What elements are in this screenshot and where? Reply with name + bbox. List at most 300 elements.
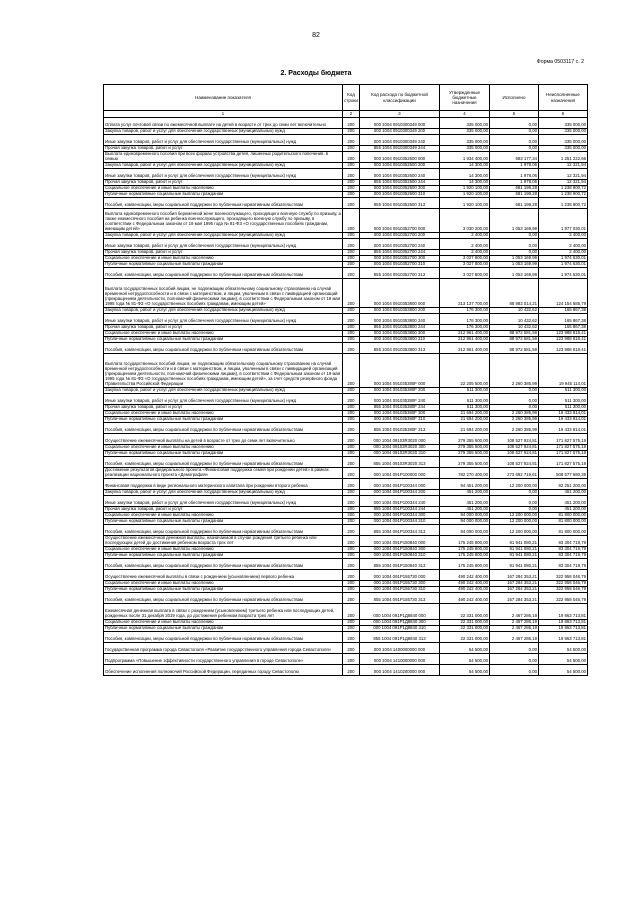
row-name: Пособия, компенсации, меры социальной поддержки по публичным нормативным обязательствам: [104, 343, 343, 354]
row-name: Социальное обеспечение и иные выплаты населению: [104, 186, 343, 192]
table-row: [104, 643, 588, 654]
row-executed: 167 284 353,21: [490, 581, 539, 587]
row-name: Достижение результатов федерального проекта «Финансовая поддержка семей при рождении детей» в рамках реализации национального проекта «Демография»: [104, 468, 343, 479]
row-name: Выплата единовременного пособия беременной жене военнослужащего, проходящего военную службу по призыву, а также ежемесячного пособия на ребенка военнослужащего, проходящего военную службу по призыву, в соответствии с Федеральным законом от 19 мая 1995 года № 81-ФЗ «О государственных пособиях гражданам, имеющим детей»: [104, 209, 343, 233]
row-name: Пособия, компенсации, меры социальной поддержки по публичным нормативным обязательствам: [104, 559, 343, 570]
row-budget-code: 855 1004 0910300349 244: [360, 146, 440, 152]
row-line-code: 200: [343, 587, 360, 593]
row-approved: 14 300,00: [440, 163, 490, 169]
row-approved: 2 400,00: [440, 250, 490, 256]
row-budget-code: 000 1004 0910352700 300: [360, 256, 440, 262]
row-unexecuted: 81 800 000,00: [539, 513, 588, 519]
row-budget-code: 000 1004 091P100000 000: [360, 468, 440, 479]
row-budget-code: 000 1004 091P1Д8840 300: [360, 620, 440, 626]
row-name: Иные закупки товаров, работ и услуг для обеспечения государственных (муниципальных) нужд: [104, 239, 343, 250]
row-name: Пособия, компенсации, меры социальной поддержки по публичным нормативным обязательствам: [104, 593, 343, 604]
row-budget-code: 000 1004 091P100344 000: [360, 479, 440, 490]
table-header-row: [104, 85, 588, 111]
row-name: Пособия, компенсации, меры социальной поддержки по публичным нормативным обязательствам: [104, 423, 343, 434]
table-row: [104, 604, 588, 620]
row-budget-code: 000 1004 1410200000 000: [360, 665, 440, 676]
col-header-line-code: Код строки: [343, 85, 360, 111]
row-approved: 3 027 800,00: [440, 256, 490, 262]
row-line-code: 200: [343, 354, 360, 388]
row-budget-code: 000 1004 0910352600 200: [360, 163, 440, 169]
row-unexecuted: 322 958 046,79: [539, 581, 588, 587]
section-title: 2. Расходы бюджета: [280, 70, 352, 77]
row-name: Обеспечение исполнения полномочий Российской Федерации, переданных городу Севастополю: [104, 665, 343, 676]
row-line-code: 200: [343, 388, 360, 394]
row-approved: 1 920 100,00: [440, 198, 490, 209]
row-name: Закупка товаров, работ и услуг для обеспечения государственных (муниципальных) нужд: [104, 233, 343, 239]
row-line-code: 200: [343, 468, 360, 479]
row-name: Пособия, компенсации, меры социальной поддержки по публичным нормативным обязательствам: [104, 632, 343, 643]
row-name: Выплата государственных пособий лицам, не подлежащим обязательному социальному страхованию на случай временной нетрудоспособности и в связи с материнством, и лицам, уволенным в связи с ликвидацией организаций (прекращением деятельности, полномочий физическими лицами), в соответствии с Федеральным законом от 19 мая 1995 года № 81-ФЗ «О государственных пособиях гражданам, имеющим детей»: [104, 279, 343, 308]
row-line-code: 200: [343, 626, 360, 632]
row-unexecuted: 12 321,94: [539, 163, 588, 169]
row-unexecuted: 12 321,94: [539, 169, 588, 180]
row-unexecuted: 322 958 046,79: [539, 570, 588, 581]
row-approved: 176 300,00: [440, 325, 490, 331]
row-unexecuted: 165 867,38: [539, 325, 588, 331]
row-budget-code: 000 1004 0910353800 000: [360, 279, 440, 308]
row-approved: 21 694 200,00: [440, 411, 490, 417]
row-executed: 2 260 385,99: [490, 417, 539, 423]
row-executed: 10 432,62: [490, 314, 539, 325]
row-unexecuted: 82 251 200,00: [539, 479, 588, 490]
row-approved: 212 961 400,00: [440, 337, 490, 343]
row-name: Подпрограмма «Повышение эффективности государственного управления в городе Севастополе»: [104, 654, 343, 665]
row-unexecuted: 508 577 680,39: [539, 468, 588, 479]
row-executed: 0,00: [490, 146, 539, 152]
row-executed: 2 467 286,19: [490, 620, 539, 626]
row-budget-code: 000 1004 0910352600 300: [360, 186, 440, 192]
table-row: [104, 632, 588, 643]
row-unexecuted: 171 827 575,19: [539, 434, 588, 445]
row-approved: 279 355 500,00: [440, 451, 490, 457]
row-budget-code: 000 1004 091P100344 300: [360, 513, 440, 519]
row-executed: 0,00: [490, 507, 539, 513]
row-executed: 681 199,28: [490, 192, 539, 198]
row-executed: 108 527 924,81: [490, 451, 539, 457]
column-number-row: [104, 111, 588, 118]
row-line-code: 200: [343, 547, 360, 553]
row-approved: 3 030 200,00: [440, 209, 490, 233]
row-executed: 681 199,28: [490, 186, 539, 192]
row-line-code: 200: [343, 343, 360, 354]
row-unexecuted: 12 321,94: [539, 180, 588, 186]
col-number: 4: [440, 111, 490, 118]
row-budget-code: 855 1004 091035380F 313: [360, 423, 440, 434]
row-approved: 335 000,00: [440, 129, 490, 135]
row-executed: 91 941 080,21: [490, 547, 539, 553]
row-line-code: 200: [343, 279, 360, 308]
row-approved: 279 355 500,00: [440, 457, 490, 468]
row-budget-code: 000 1004 091P155730 300: [360, 581, 440, 587]
row-executed: 2 467 286,19: [490, 604, 539, 620]
row-executed: 0,00: [490, 654, 539, 665]
row-name: Социальное обеспечение и иные выплаты населению: [104, 411, 343, 417]
row-line-code: 200: [343, 536, 360, 547]
row-name: Пособия, компенсации, меры социальной поддержки по публичным нормативным обязательствам: [104, 457, 343, 468]
row-name: Социальное обеспечение и иные выплаты населению: [104, 256, 343, 262]
row-budget-code: 000 1004 091035380F 000: [360, 354, 440, 388]
row-executed: 167 284 353,21: [490, 570, 539, 581]
row-executed: 0,00: [490, 388, 539, 394]
row-approved: 1 920 100,00: [440, 192, 490, 198]
row-approved: 335 000,00: [440, 135, 490, 146]
row-unexecuted: 511 300,00: [539, 388, 588, 394]
row-line-code: 200: [343, 434, 360, 445]
row-name: Иные закупки товаров, работ и услуг для обеспечения государственных (муниципальных) нужд: [104, 394, 343, 405]
row-executed: 0,00: [490, 118, 539, 129]
row-budget-code: 000 1004 091035380F 240: [360, 394, 440, 405]
row-approved: 94 451 200,00: [440, 479, 490, 490]
row-approved: 3 027 800,00: [440, 262, 490, 268]
row-line-code: 200: [343, 457, 360, 468]
table-row: [104, 152, 588, 163]
row-budget-code: 855 1004 0910352600 313: [360, 198, 440, 209]
row-approved: 3 027 800,00: [440, 268, 490, 279]
row-executed: 0,00: [490, 643, 539, 654]
row-unexecuted: 1 238 900,72: [539, 186, 588, 192]
row-budget-code: 000 1004 091P150840 000: [360, 536, 440, 547]
row-line-code: 200: [343, 570, 360, 581]
table-row: [104, 593, 588, 604]
row-line-code: 200: [343, 604, 360, 620]
row-name: Ежемесячная денежная выплата в связи с рождением (усыновлением) третьего ребенка или последующих детей, рожденных после 31 декабря 2019 года, до достижения ребенком возраста трех лет: [104, 604, 343, 620]
row-unexecuted: 83 304 719,79: [539, 547, 588, 553]
row-line-code: 200: [343, 451, 360, 457]
row-approved: 22 205 500,00: [440, 354, 490, 388]
row-name: Прочая закупка товаров, работ и услуг: [104, 405, 343, 411]
row-unexecuted: 1 974 630,01: [539, 262, 588, 268]
row-unexecuted: 322 958 046,79: [539, 587, 588, 593]
col-header-unexecuted: Неисполненные назначения: [539, 85, 588, 111]
row-name: Публичные нормативные социальные выплаты гражданам: [104, 553, 343, 559]
row-executed: 12 200 000,00: [490, 519, 539, 525]
table-row: [104, 536, 588, 547]
row-approved: 54 500,00: [440, 643, 490, 654]
row-executed: 12 200 000,00: [490, 513, 539, 519]
table-row: [104, 169, 588, 180]
row-executed: 2 467 286,19: [490, 626, 539, 632]
row-approved: 2 400,00: [440, 239, 490, 250]
row-unexecuted: 83 304 719,79: [539, 559, 588, 570]
row-approved: 490 242 400,00: [440, 587, 490, 593]
row-budget-code: 000 1004 091035380F 300: [360, 411, 440, 417]
row-unexecuted: 511 300,00: [539, 394, 588, 405]
row-line-code: 200: [343, 559, 360, 570]
row-budget-code: 000 1004 0910352700 240: [360, 239, 440, 250]
row-approved: 175 245 800,00: [440, 536, 490, 547]
table-row: [104, 570, 588, 581]
row-approved: 451 200,00: [440, 507, 490, 513]
row-name: Пособия, компенсации, меры социальной поддержки по публичным нормативным обязательствам: [104, 268, 343, 279]
row-approved: 175 245 800,00: [440, 559, 490, 570]
row-line-code: 200: [343, 490, 360, 496]
table-row: [104, 457, 588, 468]
row-name: Выплата единовременного пособия при всех формах устройства детей, лишенных родительского попечения, в семью: [104, 152, 343, 163]
row-budget-code: 000 1004 09103R3020 000: [360, 434, 440, 445]
row-name: Осуществление ежемесячной денежной выплаты, назначаемой в случае рождения третьего ребенка или последующих детей до достижения ребенком возраста трех лет: [104, 536, 343, 547]
table-row: [104, 468, 588, 479]
row-unexecuted: 2 400,00: [539, 250, 588, 256]
form-code: Форма 0503117 с. 2: [536, 59, 584, 65]
row-line-code: 200: [343, 479, 360, 490]
row-executed: 167 284 353,21: [490, 587, 539, 593]
row-line-code: 200: [343, 233, 360, 239]
row-name: Публичные нормативные социальные выплаты гражданам: [104, 417, 343, 423]
row-approved: 94 000 000,00: [440, 519, 490, 525]
table-row: [104, 434, 588, 445]
row-budget-code: 855 1004 091035380F 244: [360, 405, 440, 411]
table-row: [104, 665, 588, 676]
row-approved: 490 242 400,00: [440, 581, 490, 587]
table-row: [104, 559, 588, 570]
row-executed: 91 941 080,21: [490, 553, 539, 559]
row-executed: 108 527 924,81: [490, 445, 539, 451]
row-unexecuted: 451 200,00: [539, 496, 588, 507]
table-row: [104, 198, 588, 209]
row-line-code: 200: [343, 654, 360, 665]
row-executed: 1 978,06: [490, 180, 539, 186]
row-budget-code: 000 1004 0910353800 200: [360, 308, 440, 314]
row-line-code: 200: [343, 581, 360, 587]
row-executed: 0,00: [490, 394, 539, 405]
row-executed: 0,00: [490, 135, 539, 146]
row-line-code: 200: [343, 180, 360, 186]
row-unexecuted: 19 863 713,81: [539, 632, 588, 643]
row-line-code: 200: [343, 118, 360, 129]
row-unexecuted: 171 827 575,19: [539, 445, 588, 451]
row-executed: 91 941 080,21: [490, 559, 539, 570]
row-line-code: 200: [343, 325, 360, 331]
row-approved: 14 300,00: [440, 169, 490, 180]
row-name: Закупка товаров, работ и услуг для обеспечения государственных (муниципальных) нужд: [104, 308, 343, 314]
row-line-code: 200: [343, 192, 360, 198]
row-executed: 1 053 169,99: [490, 268, 539, 279]
row-line-code: 200: [343, 314, 360, 325]
col-number: 5: [490, 111, 539, 118]
row-line-code: 200: [343, 198, 360, 209]
row-approved: 212 961 400,00: [440, 343, 490, 354]
row-line-code: 200: [343, 525, 360, 536]
row-budget-code: 000 1004 091P100344 310: [360, 519, 440, 525]
row-budget-code: 000 1004 0910352600 310: [360, 192, 440, 198]
row-line-code: 200: [343, 268, 360, 279]
row-name: Иные закупки товаров, работ и услуг для обеспечения государственных (муниципальных) нужд: [104, 169, 343, 180]
row-executed: 1 053 169,99: [490, 209, 539, 233]
row-line-code: 200: [343, 209, 360, 233]
row-line-code: 200: [343, 129, 360, 135]
row-approved: 490 242 400,00: [440, 593, 490, 604]
row-name: Закупка товаров, работ и услуг для обеспечения государственных (муниципальных) нужд: [104, 490, 343, 496]
row-name: Социальное обеспечение и иные выплаты населению: [104, 620, 343, 626]
row-unexecuted: 1 251 222,66: [539, 152, 588, 163]
row-line-code: 200: [343, 643, 360, 654]
row-unexecuted: 2 400,00: [539, 233, 588, 239]
row-line-code: 200: [343, 665, 360, 676]
row-approved: 1 934 400,00: [440, 152, 490, 163]
row-name: Публичные нормативные социальные выплаты гражданам: [104, 451, 343, 457]
row-approved: 94 000 000,00: [440, 513, 490, 519]
row-unexecuted: 19 433 814,01: [539, 417, 588, 423]
row-unexecuted: 19 863 713,81: [539, 620, 588, 626]
row-name: Финансовая поддержка в виде регионального материнского капитала при рождении второго ребенка: [104, 479, 343, 490]
row-executed: 0,00: [490, 496, 539, 507]
row-unexecuted: 1 238 900,72: [539, 198, 588, 209]
col-header-budget-code: Код расхода по бюджетной классификации: [360, 85, 440, 111]
row-unexecuted: 1 238 900,72: [539, 192, 588, 198]
row-budget-code: 855 1004 0910353800 244: [360, 325, 440, 331]
row-line-code: 200: [343, 256, 360, 262]
row-executed: 2 260 385,99: [490, 423, 539, 434]
col-number: 3: [360, 111, 440, 118]
row-approved: 2 400,00: [440, 233, 490, 239]
row-line-code: 200: [343, 405, 360, 411]
table-row: [104, 423, 588, 434]
row-approved: 14 300,00: [440, 180, 490, 186]
row-line-code: 200: [343, 496, 360, 507]
row-name: Социальное обеспечение и иные выплаты населению: [104, 547, 343, 553]
row-approved: 782 270 400,00: [440, 468, 490, 479]
row-unexecuted: 451 200,00: [539, 507, 588, 513]
row-budget-code: 000 1004 1400000000 000: [360, 643, 440, 654]
row-executed: 2 467 286,19: [490, 632, 539, 643]
table-body: [104, 118, 588, 676]
row-budget-code: 000 1004 091035380F 310: [360, 417, 440, 423]
row-line-code: 200: [343, 146, 360, 152]
row-approved: 175 245 800,00: [440, 553, 490, 559]
row-approved: 21 694 200,00: [440, 423, 490, 434]
row-approved: 22 331 000,00: [440, 626, 490, 632]
row-unexecuted: 1 977 030,01: [539, 209, 588, 233]
row-approved: 21 694 200,00: [440, 417, 490, 423]
row-unexecuted: 451 200,00: [539, 490, 588, 496]
row-line-code: 200: [343, 507, 360, 513]
row-unexecuted: 83 304 719,79: [539, 536, 588, 547]
row-line-code: 200: [343, 250, 360, 256]
row-approved: 213 137 700,00: [440, 279, 490, 308]
row-approved: 54 500,00: [440, 654, 490, 665]
col-number: 1: [104, 111, 343, 118]
row-line-code: 200: [343, 337, 360, 343]
row-budget-code: 855 1004 091P100344 313: [360, 525, 440, 536]
row-line-code: 200: [343, 411, 360, 417]
row-unexecuted: 1 974 630,01: [539, 256, 588, 262]
row-budget-code: 855 1004 0910352700 313: [360, 268, 440, 279]
row-budget-code: 000 1004 091P1Д8840 310: [360, 626, 440, 632]
expenditure-table: [103, 84, 588, 676]
col-number: 6: [539, 111, 588, 118]
row-approved: 511 300,00: [440, 405, 490, 411]
row-line-code: 200: [343, 169, 360, 180]
row-name: Закупка товаров, работ и услуг для обеспечения государственных (муниципальных) нужд: [104, 129, 343, 135]
row-unexecuted: 81 800 000,00: [539, 519, 588, 525]
row-line-code: 200: [343, 632, 360, 643]
row-executed: 10 432,62: [490, 325, 539, 331]
row-line-code: 200: [343, 135, 360, 146]
row-budget-code: 000 1004 0910352700 000: [360, 209, 440, 233]
row-executed: 1 978,06: [490, 163, 539, 169]
row-name: Публичные нормативные социальные выплаты гражданам: [104, 192, 343, 198]
col-header-executed: Исполнено: [490, 85, 539, 111]
row-budget-code: 000 1004 0910300349 200: [360, 129, 440, 135]
row-executed: 88 972 581,59: [490, 343, 539, 354]
row-approved: 511 300,00: [440, 394, 490, 405]
row-name: Социальное обеспечение и иные выплаты населению: [104, 513, 343, 519]
table-row: [104, 394, 588, 405]
row-unexecuted: 1 974 630,01: [539, 268, 588, 279]
row-budget-code: 000 1004 0910352700 200: [360, 233, 440, 239]
col-header-approved: Утвержденные бюджетные назначения: [440, 85, 490, 111]
row-unexecuted: 335 000,00: [539, 146, 588, 152]
row-name: Социальное обеспечение и иные выплаты населению: [104, 445, 343, 451]
row-name: Иные закупки товаров, работ и услуг для обеспечения государственных (муниципальных) нужд: [104, 496, 343, 507]
row-line-code: 200: [343, 553, 360, 559]
row-executed: 12 200 000,00: [490, 479, 539, 490]
row-name: Прочая закупка товаров, работ и услуг: [104, 507, 343, 513]
table-row: [104, 118, 588, 129]
row-budget-code: 000 1004 0910353800 300: [360, 331, 440, 337]
table-row: [104, 279, 588, 308]
row-line-code: 200: [343, 423, 360, 434]
row-executed: 0,00: [490, 490, 539, 496]
table-row: [104, 135, 588, 146]
row-budget-code: 000 1004 0910300349 240: [360, 135, 440, 146]
row-executed: 108 527 924,81: [490, 434, 539, 445]
row-budget-code: 855 1004 09103R3020 313: [360, 457, 440, 468]
col-number: 2: [343, 111, 360, 118]
row-name: Иные закупки товаров, работ и услуг для обеспечения государственных (муниципальных) нужд: [104, 314, 343, 325]
row-approved: 22 331 000,00: [440, 604, 490, 620]
row-name: Прочая закупка товаров, работ и услуг: [104, 250, 343, 256]
row-executed: 1 053 169,99: [490, 262, 539, 268]
row-name: Публичные нормативные социальные выплаты гражданам: [104, 626, 343, 632]
row-budget-code: 000 1004 0910352700 310: [360, 262, 440, 268]
row-executed: 1 978,06: [490, 169, 539, 180]
row-name: Публичные нормативные социальные выплаты гражданам: [104, 337, 343, 343]
row-unexecuted: 123 988 818,41: [539, 343, 588, 354]
row-name: Закупка товаров, работ и услуг для обеспечения государственных (муниципальных) нужд: [104, 388, 343, 394]
row-executed: 88 983 014,21: [490, 279, 539, 308]
row-line-code: 200: [343, 394, 360, 405]
row-name: Социальное обеспечение и иные выплаты населению: [104, 581, 343, 587]
row-approved: 451 200,00: [440, 490, 490, 496]
table-row: [104, 354, 588, 388]
row-name: Осуществление ежемесячной выплаты на детей в возрасте от трех до семи лет включительно: [104, 434, 343, 445]
row-executed: 2 260 385,99: [490, 411, 539, 417]
col-header-name: Наименование показателя: [104, 85, 343, 111]
row-name: Пособия, компенсации, меры социальной поддержки по публичным нормативным обязательствам: [104, 198, 343, 209]
row-budget-code: 000 1004 09103R3020 310: [360, 451, 440, 457]
row-executed: 0,00: [490, 239, 539, 250]
table-row: [104, 209, 588, 233]
row-unexecuted: 335 000,00: [539, 129, 588, 135]
row-budget-code: 855 1004 091P1Д8840 313: [360, 632, 440, 643]
row-name: Выплата государственных пособий лицам, не подлежащим обязательному социальному страхованию на случай временной нетрудоспособности и в связи с материнством, и лицам, уволенным в связи с ликвидацией организаций (прекращением деятельности, полномочий физическими лицами), в соответствии с Федеральным законом от 19 мая 1995 года № 81-ФЗ «О государственных пособиях гражданам, имеющим детей», за счет средств резервного фонда Правительства Российской Федерации: [104, 354, 343, 388]
row-name: Иные закупки товаров, работ и услуг для обеспечения государственных (муниципальных) нужд: [104, 135, 343, 146]
row-unexecuted: 165 867,38: [539, 308, 588, 314]
row-unexecuted: 81 800 000,00: [539, 525, 588, 536]
table-row: [104, 479, 588, 490]
row-executed: 681 199,28: [490, 198, 539, 209]
row-executed: 88 972 581,59: [490, 331, 539, 337]
row-approved: 94 000 000,00: [440, 525, 490, 536]
row-budget-code: 000 1004 0910352600 240: [360, 169, 440, 180]
row-name: Публичные нормативные социальные выплаты гражданам: [104, 519, 343, 525]
